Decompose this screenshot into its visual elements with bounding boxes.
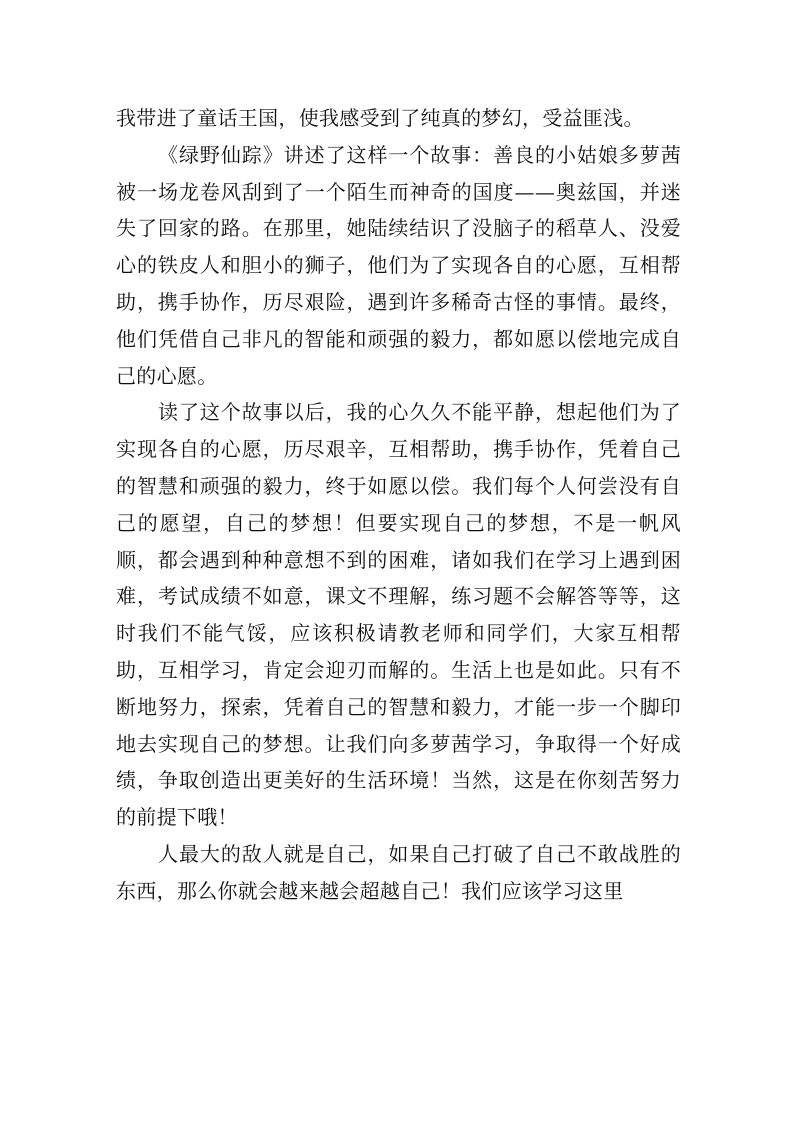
paragraph-4: 人最大的敌人就是自己，如果自己打破了自己不敢战胜的东西，那么你就会越来越会超越自己！我们应该学习这里	[116, 841, 681, 903]
paragraph-1: 我带进了童话王国，使我感受到了纯真的梦幻，受益匪浅。	[116, 106, 644, 130]
essay-body	[116, 100, 681, 910]
paragraph-3: 读了这个故事以后，我的心久久不能平静，想起他们为了实现各自的心愿，历尽艰辛，互相帮助，携手协作，凭着自己的智慧和顽强的毅力，终于如愿以偿。我们每个人何尝没有自己的愿望，自己的梦想！但要实现自己的梦想，不是一帆风顺，都会遇到种种意想不到的困难，诸如我们在学习上遇到困难，考试成绩不如意，课文不理解，练习题不会解答等等，这时我们不能气馁，应该积极请教老师和同学们，大家互相帮助，互相学习，肯定会迎刃而解的。生活上也是如此。只有不断地努力，探索，凭着自己的智慧和毅力，才能一步一个脚印地去实现自己的梦想。让我们向多萝茜学习，争取得一个好成绩，争取创造出更美好的生活环境！当然，这是在你刻苦努力的前提下哦！	[116, 400, 681, 830]
paragraph-2: 《绿野仙踪》讲述了这样一个故事：善良的小姑娘多萝茜被一场龙卷风刮到了一个陌生而神奇的国度——奥兹国，并迷失了回家的路。在那里，她陆续结识了没脑子的稻草人、没爱心的铁皮人和胆小的狮子，他们为了实现各自的心愿，互相帮助，携手协作，历尽艰险，遇到许多稀奇古怪的事情。最终，他们凭借自己非凡的智能和顽强的毅力，都如愿以偿地完成自己的心愿。	[116, 142, 681, 388]
